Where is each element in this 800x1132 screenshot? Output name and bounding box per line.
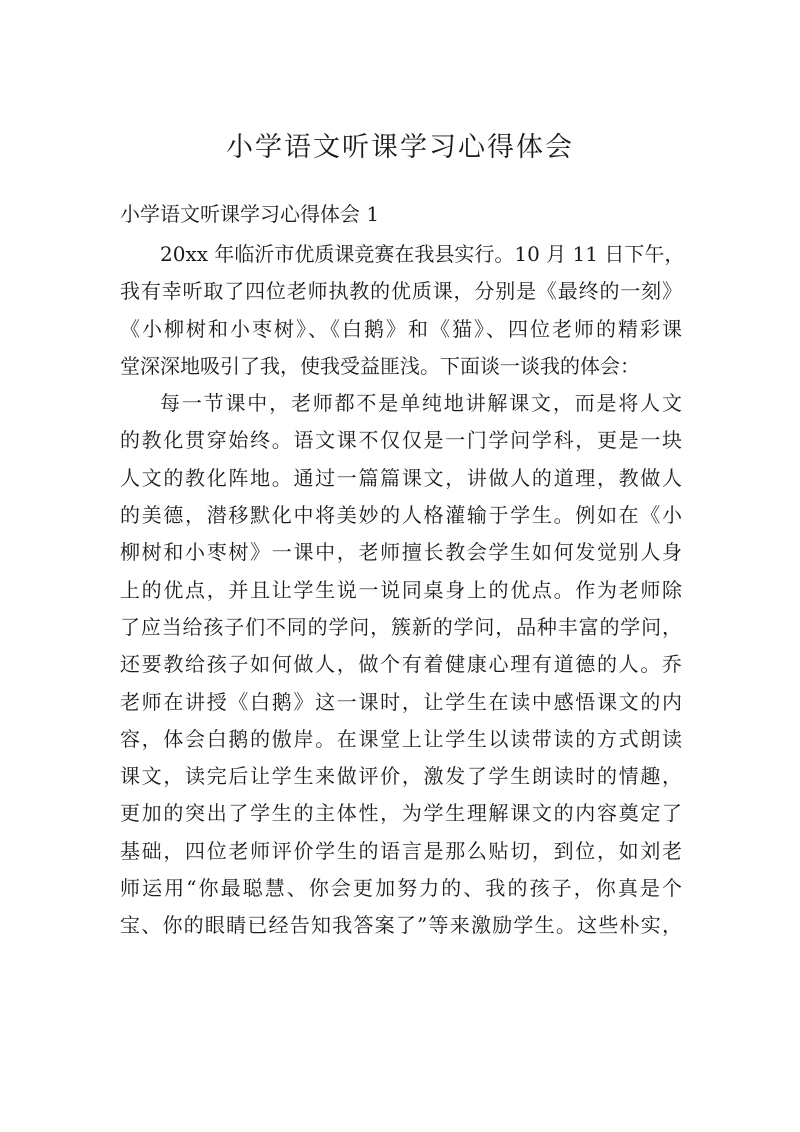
text-line: 师运用“你最聪慧、你会更加努力的、我的孩子，你真是个 bbox=[120, 876, 682, 901]
text-line: 更加的突出了学生的主体性，为学生理解课文的内容奠定了 bbox=[120, 801, 682, 826]
text-line: 20xx 年临沂市优质课竞赛在我县实行。10 月 11 日下午， bbox=[160, 242, 685, 266]
text-line: 我有幸听取了四位老师执教的优质课，分别是《最终的一刻》 bbox=[120, 279, 682, 304]
text-line: 老师在讲授《白鹅》这一课时，让学生在读中感悟课文的内 bbox=[120, 689, 682, 714]
text-line: 柳树和小枣树》一课中，老师擅长教会学生如何发觉别人身 bbox=[120, 540, 682, 565]
section-heading: 小学语文听课学习心得体会 1 bbox=[120, 202, 380, 226]
text-line: 宝、你的眼睛已经告知我答案了”等来激励学生。这些朴实， bbox=[120, 913, 682, 938]
text-line: 还要教给孩子如何做人，做个有着健康心理有道德的人。乔 bbox=[120, 652, 682, 677]
text-line: 课文，读完后让学生来做评价，激发了学生朗读时的情趣， bbox=[120, 764, 682, 789]
document-title: 小学语文听课学习心得体会 bbox=[226, 132, 574, 163]
text-line: 堂深深地吸引了我，使我受益匪浅。下面谈一谈我的体会： bbox=[120, 353, 640, 378]
text-line: 人文的教化阵地。通过一篇篇课文，讲做人的道理，教做人 bbox=[120, 465, 682, 490]
text-line: 基础，四位老师评价学生的语言是那么贴切，到位，如刘老 bbox=[120, 838, 682, 863]
text-line: 上的优点，并且让学生说一说同桌身上的优点。作为老师除 bbox=[120, 577, 682, 602]
text-line: 容，体会白鹅的傲岸。在课堂上让学生以读带读的方式朗读 bbox=[120, 726, 682, 751]
text-line: 的教化贯穿始终。语文课不仅仅是一门学问学科，更是一块 bbox=[120, 428, 682, 453]
text-line: 每一节课中，老师都不是单纯地讲解课文，而是将人文 bbox=[160, 391, 682, 416]
text-line: 的美德，潜移默化中将美妙的人格灌输于学生。例如在《小 bbox=[120, 503, 682, 528]
body-text bbox=[120, 236, 685, 945]
text-line: 《小柳树和小枣树》、《白鹅》和《猫》、四位老师的精彩课 bbox=[120, 316, 682, 341]
text-line: 了应当给孩子们不同的学问，簇新的学问，品种丰富的学问， bbox=[120, 614, 682, 639]
